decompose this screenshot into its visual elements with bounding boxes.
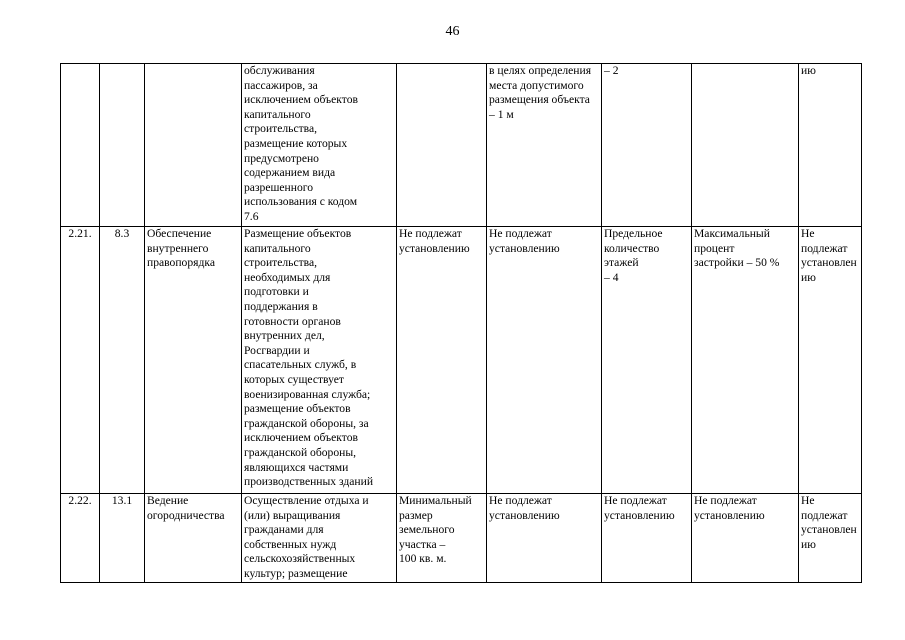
plot-size-cell — [397, 64, 487, 227]
plot-size-cell: Не подлежат установлению — [397, 227, 487, 494]
use-description-cell: Размещение объектов капитального строительства, необходимых для подготовки и поддержания в готовности органов внутренних дел, Росгвардии и спасательных служб, в которых существует военизированная служба; размещение объектов гражданской обороны, за исключением объектов гражданской обороны, являющихся частями производственных зданий — [242, 227, 397, 494]
setback-cell: Не подлежат установлению — [487, 227, 602, 494]
other-params-cell: Не подлежат установлен ию — [799, 227, 862, 494]
use-code-cell — [100, 64, 145, 227]
use-name-cell: Обеспечение внутреннего правопорядка — [145, 227, 242, 494]
row-number-cell — [61, 64, 100, 227]
coverage-cell — [692, 64, 799, 227]
other-params-cell: Не подлежат установлен ию — [799, 494, 862, 583]
coverage-cell: Не подлежат установлению — [692, 494, 799, 583]
table-row — [61, 227, 862, 494]
other-params-cell: ию — [799, 64, 862, 227]
use-name-cell — [145, 64, 242, 227]
page-number: 46 — [445, 24, 460, 39]
use-description-cell: Осуществление отдыха и (или) выращивания гражданами для собственных нужд сельскохозяйственных культур; размещение — [242, 494, 397, 583]
floors-cell: Предельное количество этажей – 4 — [602, 227, 692, 494]
row-number-cell: 2.21. — [61, 227, 100, 494]
use-code-cell: 8.3 — [100, 227, 145, 494]
setback-cell: Не подлежат установлению — [487, 494, 602, 583]
plot-size-cell: Минимальный размер земельного участка – 100 кв. м. — [397, 494, 487, 583]
floors-cell: Не подлежат установлению — [602, 494, 692, 583]
row-number-cell: 2.22. — [61, 494, 100, 583]
coverage-cell: Максимальный процент застройки – 50 % — [692, 227, 799, 494]
use-name-cell: Ведение огородничества — [145, 494, 242, 583]
use-code-cell: 13.1 — [100, 494, 145, 583]
setback-cell: в целях определения места допустимого размещения объекта – 1 м — [487, 64, 602, 227]
floors-cell: – 2 — [602, 64, 692, 227]
zoning-table — [60, 63, 862, 583]
table-row — [61, 494, 862, 583]
use-description-cell: обслуживания пассажиров, за исключением объектов капитального строительства, размещение которых предусмотрено содержанием вида разрешенного использования с кодом 7.6 — [242, 64, 397, 227]
table-row — [61, 64, 862, 227]
